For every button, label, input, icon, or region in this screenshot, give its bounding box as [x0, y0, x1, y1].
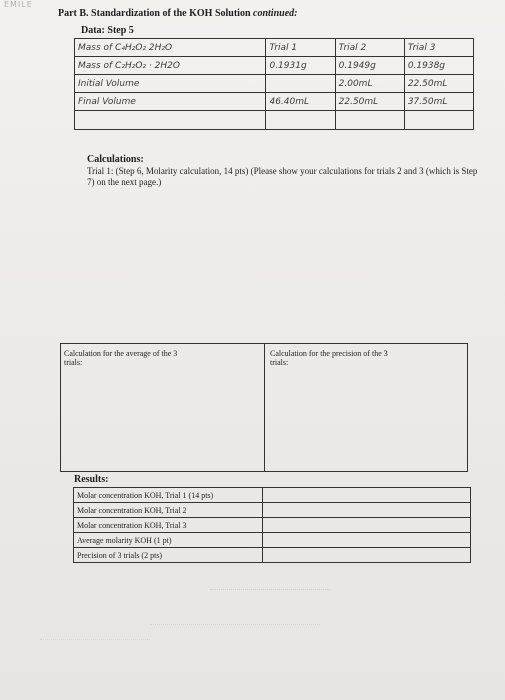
table-row [74, 518, 471, 533]
show-through-mark [210, 575, 330, 590]
table-cell [266, 75, 335, 93]
table-cell: Mass of C₂H₂O₂ · 2H2O [75, 57, 266, 75]
table-cell: Trial 1 [266, 39, 335, 57]
result-value-cell [263, 518, 471, 533]
result-label: Precision of 3 trials (2 pts) [74, 548, 263, 563]
result-value-cell [263, 488, 471, 503]
table-row [74, 548, 471, 563]
result-label: Molar concentration KOH, Trial 1 (14 pts) [74, 488, 263, 503]
part-heading [58, 8, 297, 19]
table-cell: 0.1949g [335, 57, 404, 75]
table-cell: Mass of C₄H₂O₂ 2H₂O [75, 39, 266, 57]
table-cell [404, 111, 473, 130]
calculations-title: Calculations: [87, 154, 144, 165]
table-cell: 0.1931g [266, 57, 335, 75]
table-cell: Trial 2 [335, 39, 404, 57]
table-row [75, 75, 474, 93]
calculation-boxes [60, 343, 468, 472]
show-through-mark [150, 610, 320, 625]
results-table [73, 487, 471, 563]
data-table [74, 38, 474, 130]
result-label: Molar concentration KOH, Trial 3 [74, 518, 263, 533]
table-row [75, 93, 474, 111]
table-cell [75, 111, 266, 130]
result-label: Molar concentration KOH, Trial 2 [74, 503, 263, 518]
table-cell [266, 111, 335, 130]
table-row [74, 488, 471, 503]
result-value-cell [263, 503, 471, 518]
table-row [75, 39, 474, 57]
table-cell: Trial 3 [404, 39, 473, 57]
result-value-cell [263, 548, 471, 563]
table-row [74, 503, 471, 518]
table-cell: Initial Volume [75, 75, 266, 93]
table-row [75, 111, 474, 130]
average-calculation-label: Calculation for the average of the 3 trials: [64, 349, 178, 367]
table-cell: 37.50mL [404, 93, 473, 111]
part-title: Part B. Standardization of the KOH Solution [58, 8, 251, 19]
show-through-mark [40, 625, 150, 640]
table-cell: 0.1938g [404, 57, 473, 75]
table-cell: 22.50mL [404, 75, 473, 93]
precision-calculation-label: Calculation for the precision of the 3 trials: [270, 349, 388, 367]
table-cell: 22.50mL [335, 93, 404, 111]
table-cell: 2.00mL [335, 75, 404, 93]
table-cell [335, 111, 404, 130]
table-row [75, 57, 474, 75]
calculations-instructions: Trial 1: (Step 6, Molarity calculation, 14 pts) (Please show your calculations for trials 2 and 3 (which is Step 7) on the next page.) [87, 166, 478, 187]
box-divider [264, 344, 265, 471]
table-row [74, 533, 471, 548]
data-subheading: Data: Step 5 [81, 25, 134, 36]
table-cell: 46.40mL [266, 93, 335, 111]
continued-label: continued: [253, 8, 298, 19]
corner-stamp: EMILE [4, 0, 33, 9]
result-value-cell [263, 533, 471, 548]
results-title: Results: [74, 474, 109, 485]
table-cell: Final Volume [75, 93, 266, 111]
result-label: Average molarity KOH (1 pt) [74, 533, 263, 548]
